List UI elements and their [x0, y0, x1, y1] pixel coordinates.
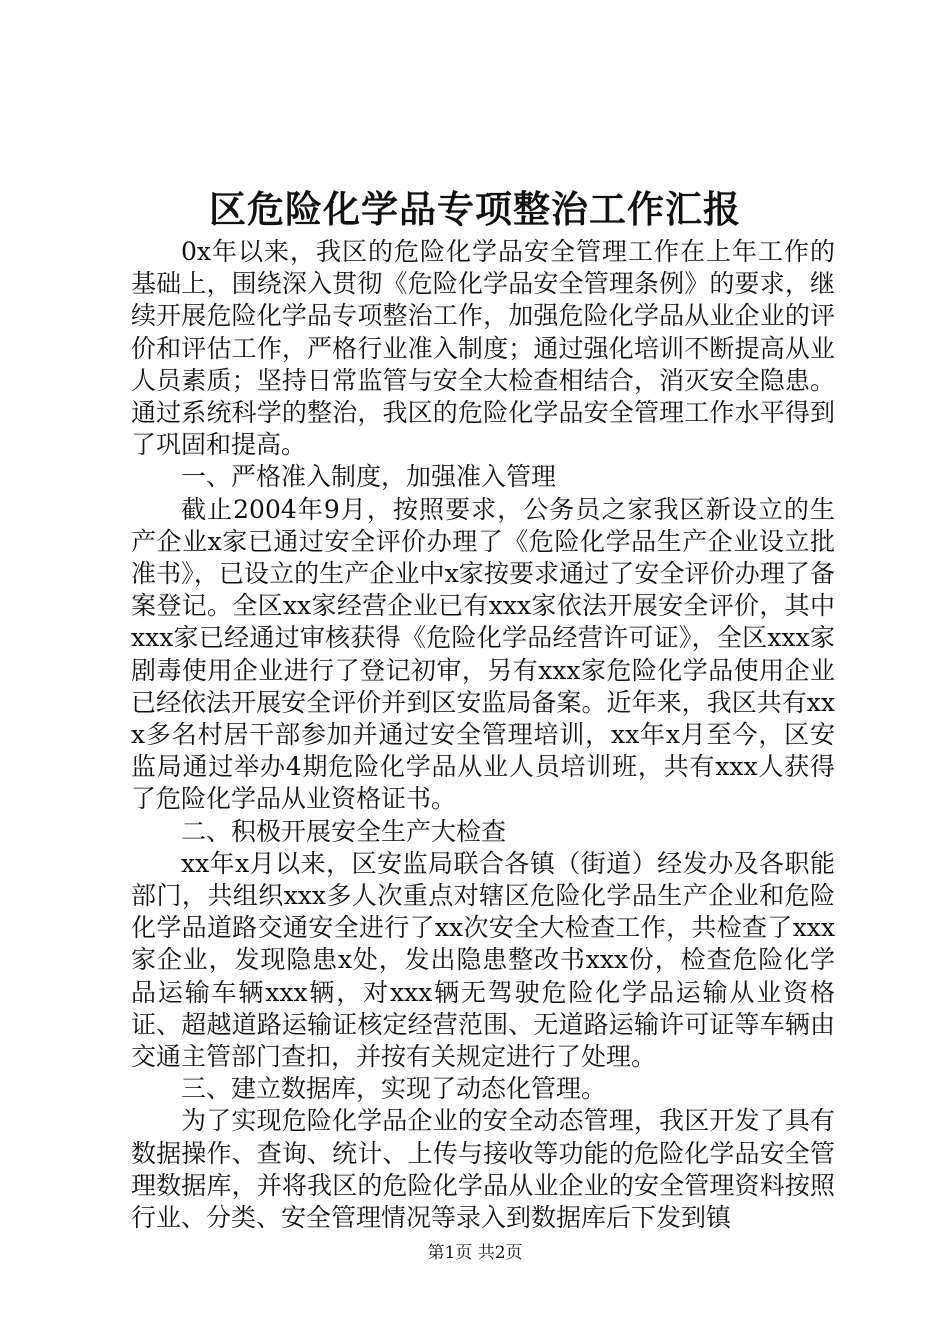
body-paragraph: xx年x月以来，区安监局联合各镇（街道）经发办及各职能部门，共组织xxx多人次重点对辖区危险化学品生产企业和危险化学品道路交通安全进行了xx次安全大检查工作，共检查了xxx家企业，发现隐患x处，发出隐患整改书xxx份，检查危险化学品运输车辆xxx辆，对xxx辆无驾驶危险化学品运输从业资格证、超越道路运输证核定经营范围、无道路运输许可证等车辆由交通主管部门查扣，并按有关规定进行了处理。 [131, 848, 835, 1072]
section-heading: 二、积极开展安全生产大检查 [181, 816, 507, 846]
body-paragraph: 0x年以来，我区的危险化学品安全管理工作在上年工作的基础上，围绕深入贯彻《危险化学品安全管理条例》的要求，继续开展危险化学品专项整治工作，加强危险化学品从业企业的评价和评估工作，严格行业准入制度；通过强化培训不断提高从业人员素质；坚持日常监管与安全大检查相结合，消灭安全隐患。通过系统科学的整治，我区的危险化学品安全管理工作水平得到了巩固和提高。 [131, 237, 835, 460]
section-heading: 一、严格准入制度，加强准入管理 [181, 462, 557, 492]
page-number-footer: 第1页 共2页 [427, 1243, 523, 1263]
section-heading: 三、建立数据库，实现了动态化管理。 [181, 1074, 607, 1104]
document-title: 区危险化学品专项整治工作汇报 [209, 187, 741, 231]
body-paragraph: 为了实现危险化学品企业的安全动态管理，我区开发了具有数据操作、查询、统计、上传与接收等功能的危险化学品安全管理数据库，并将我区的危险化学品从业企业的安全管理资料按照行业、分类、安全管理情况等录入到数据库后下发到镇 [131, 1106, 835, 1233]
body-paragraph: 截止2004年9月，按照要求，公务员之家我区新设立的生产企业x家已通过安全评价办理了《危险化学品生产企业设立批准书》，已设立的生产企业中x家按要求通过了安全评价办理了备案登记。全区xx家经营企业已有xxx家依法开展安全评价，其中xxx家已经通过审核获得《危险化学品经营许可证》，全区xxx家剧毒使用企业进行了登记初审，另有xxx家危险化学品使用企业已经依法开展安全评价并到区安监局备案。近年来，我区共有xxx多名村居干部参加并通过安全管理培训，xx年x月至今，区安监局通过举办4期危险化学品从业人员培训班，共有xxx人获得了危险化学品从业资格证书。 [131, 494, 835, 814]
document-body [131, 236, 835, 1234]
